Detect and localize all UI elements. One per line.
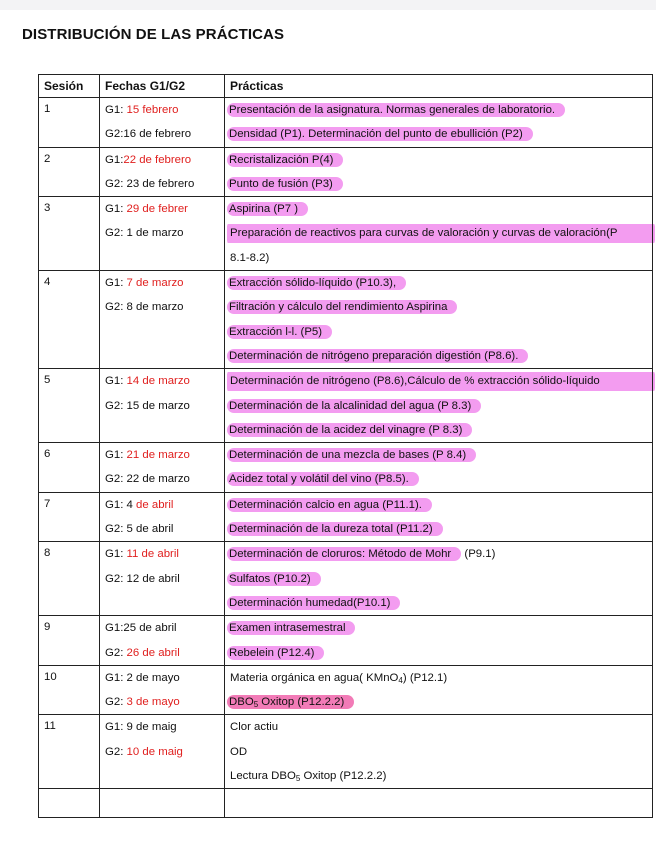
- practica-item: Determinación de la alcalinidad del agua (P 8.3): [227, 399, 481, 413]
- session-practicas: [225, 665, 653, 715]
- g1-label: G1: 4: [105, 498, 137, 511]
- g1-label: G1:: [105, 277, 127, 290]
- g1-date: de abril: [136, 498, 174, 511]
- g1-date: 21 de marzo: [126, 449, 190, 462]
- session-number: 2: [39, 147, 100, 197]
- session-row-9: [39, 616, 653, 666]
- practica-item: Presentación de la asignatura. Normas generales de laboratorio.: [227, 103, 565, 117]
- subscript-5: 5: [253, 700, 259, 710]
- session-dates: [100, 616, 225, 666]
- session-number: 1: [39, 98, 100, 148]
- practica-item: Rebelein (P12.4): [227, 646, 324, 660]
- g2-date: 8 de marzo: [126, 301, 184, 314]
- g1-label: G1:: [105, 203, 127, 216]
- g2-date: 3 de mayo: [126, 696, 180, 709]
- session-practicas: [225, 197, 653, 271]
- g2-date: 10 de maig: [126, 745, 183, 758]
- g1-date: 15 febrero: [126, 104, 179, 116]
- session-dates: [100, 147, 225, 197]
- g2-label: G2:: [105, 227, 127, 240]
- g2-date: 23 de febrero: [126, 177, 195, 190]
- g1-label: G1:: [105, 449, 127, 462]
- g2-label: G2:: [105, 646, 127, 659]
- session-practicas: [225, 147, 653, 197]
- session-practicas: [225, 492, 653, 542]
- practica-item: [230, 666, 647, 690]
- practica-text-tail: ) (P12.1): [402, 671, 448, 684]
- practica-item: [227, 695, 354, 709]
- practica-item: Acidez total y volátil del vino (P8.5).: [227, 472, 419, 486]
- practica-item-tail: (P9.1): [461, 548, 496, 561]
- g2-label: G2:: [105, 696, 127, 709]
- session-practicas: [225, 616, 653, 666]
- g2-date: 1 de marzo: [126, 227, 184, 240]
- practica-item: Sulfatos (P10.2): [227, 572, 321, 586]
- g1-date: 2 de mayo: [126, 671, 180, 684]
- g1-date: 29 de febrer: [126, 203, 188, 216]
- g2-label: G2:: [105, 473, 127, 486]
- session-dates: [100, 369, 225, 443]
- header-fechas: Fechas G1/G2: [100, 75, 225, 98]
- session-row-10: [39, 665, 653, 715]
- g2-date: 16 de febrero: [123, 128, 192, 141]
- practica-text: Materia orgánica en agua( KMnO: [230, 671, 399, 684]
- subscript-4: 4: [398, 675, 403, 685]
- session-number: 5: [39, 369, 100, 443]
- practica-item: Densidad (P1). Determinación del punto de ebullición (P2): [227, 127, 533, 141]
- header-practicas: Prácticas: [225, 75, 653, 98]
- session-row-8: [39, 542, 653, 616]
- practica-text-tail: Oxitop (P12.2.2): [300, 770, 387, 783]
- g1-label: G1:: [105, 622, 124, 635]
- g2-label: G2:: [105, 572, 127, 585]
- g1-label: G1:: [105, 153, 124, 166]
- g1-label: G1:: [105, 375, 127, 388]
- practica-item: Determinación de la acidez del vinagre (P 8.3): [227, 423, 472, 437]
- session-row-7: [39, 492, 653, 542]
- g2-date: 26 de abril: [126, 646, 180, 659]
- practica-item: Determinación de nitrógeno preparación digestión (P8.6).: [227, 349, 528, 363]
- session-dates: [100, 665, 225, 715]
- g2-label: G2:: [105, 745, 127, 758]
- g1-date: 11 de abril: [126, 548, 179, 561]
- session-dates: [100, 542, 225, 616]
- practica-item: Examen intrasemestral: [227, 621, 355, 635]
- g2-date: 12 de abril: [126, 572, 180, 585]
- session-row-6: [39, 443, 653, 493]
- session-number: 10: [39, 665, 100, 715]
- practica-text-tail: Oxitop (P12.2.2): [258, 696, 345, 709]
- practica-item: Recristalización P(4): [227, 153, 343, 167]
- g1-date: 9 de maig: [126, 721, 177, 734]
- session-dates: [100, 271, 225, 369]
- practica-text: DBO: [229, 696, 254, 709]
- header-sesion: Sesión: [39, 75, 100, 98]
- practica-item: Filtración y cálculo del rendimiento Aspirina: [227, 300, 457, 314]
- session-number: 8: [39, 542, 100, 616]
- practica-item: Determinación de cloruros: Método de Mohr: [227, 547, 461, 561]
- session-number: 4: [39, 271, 100, 369]
- session-practicas: [225, 542, 653, 616]
- g2-date: 22 de marzo: [126, 473, 190, 486]
- g2-date: 5 de abril: [126, 523, 174, 536]
- practica-item: OD: [230, 745, 248, 758]
- session-number: 7: [39, 492, 100, 542]
- empty-cell: [225, 789, 653, 818]
- session-dates: [100, 715, 225, 789]
- empty-cell: [39, 789, 100, 818]
- session-practicas: [225, 443, 653, 493]
- g2-date: 15 de marzo: [126, 399, 190, 412]
- session-practicas: [225, 715, 653, 789]
- g1-label: G1:: [105, 721, 127, 734]
- practica-item: Clor actiu: [230, 721, 279, 734]
- practica-item: Determinación de la dureza total (P11.2): [227, 522, 443, 536]
- practica-item-continued: 8.1-8.2): [230, 251, 270, 264]
- practica-item: Preparación de reactivos para curvas de valoración y curvas de valoración(P: [227, 221, 655, 245]
- session-practicas: [225, 369, 653, 443]
- g2-label: G2:: [105, 523, 127, 536]
- session-row-1: [39, 98, 653, 148]
- practica-item: Extracción sólido-líquido (P10.3),: [227, 276, 406, 290]
- g1-label: G1:: [105, 104, 127, 116]
- practica-item: Determinación calcio en agua (P11.1).: [227, 498, 432, 512]
- practica-item: Determinación humedad(P10.1): [227, 596, 400, 610]
- subscript-5: 5: [295, 774, 301, 784]
- practica-item: Aspirina (P7 ): [227, 202, 308, 216]
- g1-label: G1:: [105, 671, 127, 684]
- practica-item: Determinación de una mezcla de bases (P 8.4): [227, 448, 476, 462]
- g1-label: G1:: [105, 548, 127, 561]
- g2-label: G2:: [105, 128, 124, 141]
- top-strip: [0, 0, 656, 10]
- session-number: 3: [39, 197, 100, 271]
- session-dates: [100, 98, 225, 148]
- session-row-4: [39, 271, 653, 369]
- session-row-5: [39, 369, 653, 443]
- g1-date: 22 de febrero: [123, 153, 192, 166]
- page-title: DISTRIBUCIÓN DE LAS PRÁCTICAS: [22, 26, 285, 43]
- session-practicas: [225, 98, 653, 148]
- practica-item: Punto de fusión (P3): [227, 177, 343, 191]
- g1-date: 14 de marzo: [126, 375, 190, 388]
- session-number: 9: [39, 616, 100, 666]
- g2-label: G2:: [105, 301, 127, 314]
- session-row-11: [39, 715, 653, 789]
- schedule-table: [38, 74, 653, 818]
- practica-item: Determinación de nitrógeno (P8.6),Cálculo de % extracción sólido-líquido: [227, 369, 655, 393]
- g1-date: 7 de marzo: [126, 277, 184, 290]
- header-row: [39, 75, 653, 98]
- g2-label: G2:: [105, 399, 127, 412]
- g1-date: 25 de abril: [123, 622, 177, 635]
- session-dates: [100, 492, 225, 542]
- session-row-3: [39, 197, 653, 271]
- practica-text: Lectura DBO: [230, 770, 296, 783]
- session-dates: [100, 443, 225, 493]
- session-row-2: [39, 147, 653, 197]
- session-dates: [100, 197, 225, 271]
- empty-cell: [100, 789, 225, 818]
- session-number: 11: [39, 715, 100, 789]
- g2-label: G2:: [105, 177, 127, 190]
- practica-item: [230, 764, 647, 788]
- session-number: 6: [39, 443, 100, 493]
- empty-row: [39, 789, 653, 818]
- session-practicas: [225, 271, 653, 369]
- practica-item: Extracción l-l. (P5): [227, 325, 332, 339]
